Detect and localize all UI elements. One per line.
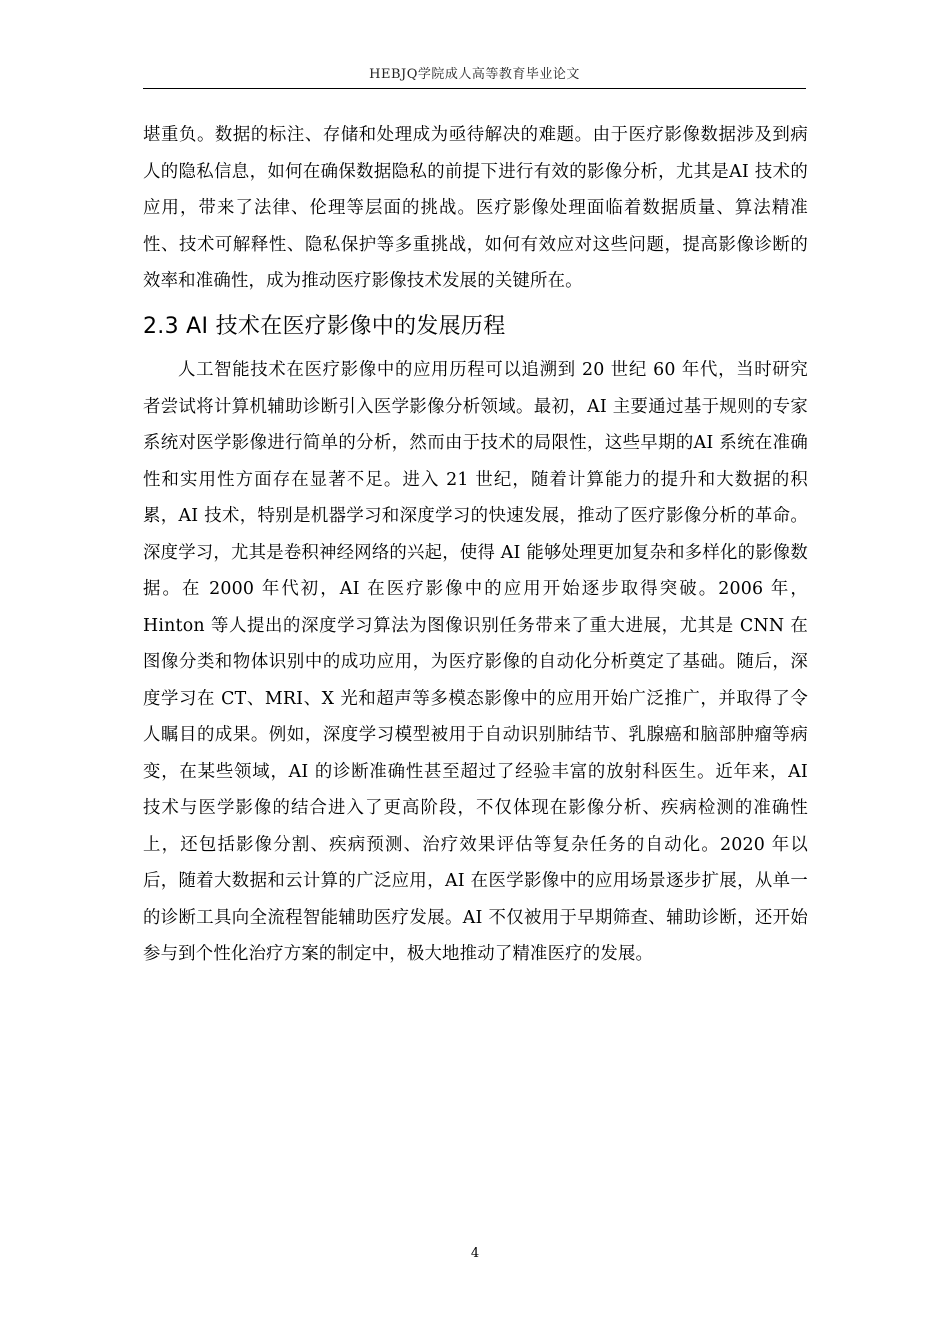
page-number: 4 xyxy=(470,1246,480,1261)
section-heading: 2.3 AI 技术在医疗影像中的发展历程 xyxy=(143,314,506,339)
body-paragraph-continued: 堪重负。数据的标注、存储和处理成为亟待解决的难题。由于医疗影像数据涉及到病人的隐私信息，如何在确保数据隐私的前提下进行有效的影像分析，尤其是AI 技术的应用，带来了法律、伦理等层面的挑战。医疗影像处理面临着数据质量、算法精准性、技术可解释性、隐私保护等多重挑战，如何有效应对这些问题，提高影像诊断的效率和准确性，成为推动医疗影像技术发展的关键所在。 xyxy=(143,125,808,291)
header-divider xyxy=(143,88,806,89)
running-header: HEBJQ学院成人高等教育毕业论文 xyxy=(369,67,580,82)
body-paragraph-history: 人工智能技术在医疗影像中的应用历程可以追溯到 20 世纪 60 年代，当时研究者尝试将计算机辅助诊断引入医学影像分析领域。最初，AI 主要通过基于规则的专家系统对医学影像进行简单的分析，然而由于技术的局限性，这些早期的AI 系统在准确性和实用性方面存在显著不足。进入 21 世纪，随着计算能力的提升和大数据的积累，AI 技术，特别是机器学习和深度学习的快速发展，推动了医疗影像分析的革命。深度学习，尤其是卷积神经网络的兴起，使得 AI 能够处理更加复杂和多样化的影像数据。在 2000 年代初，AI 在医疗影像中的应用开始逐步取得突破。2006 年，Hinton 等人提出的深度学习算法为图像识别任务带来了重大进展，尤其是 CNN 在图像分类和物体识别中的成功应用，为医疗影像的自动化分析奠定了基础。随后，深度学习在 CT、MRI、X 光和超声等多模态影像中的应用开始广泛推广，并取得了令人瞩目的成果。例如，深度学习模型被用于自动识别肺结节、乳腺癌和脑部肿瘤等病变，在某些领域，AI 的诊断准确性甚至超过了经验丰富的放射科医生。近年来，AI 技术与医学影像的结合进入了更高阶段，不仅体现在影像分析、疾病检测的准确性上，还包括影像分割、疾病预测、治疗效果评估等复杂任务的自动化。2020 年以后，随着大数据和云计算的广泛应用，AI 在医学影像中的应用场景逐步扩展，从单一的诊断工具向全流程智能辅助医疗发展。AI 不仅被用于早期筛查、辅助诊断，还开始参与到个性化治疗方案的制定中，极大地推动了精准医疗的发展。 xyxy=(143,360,808,964)
